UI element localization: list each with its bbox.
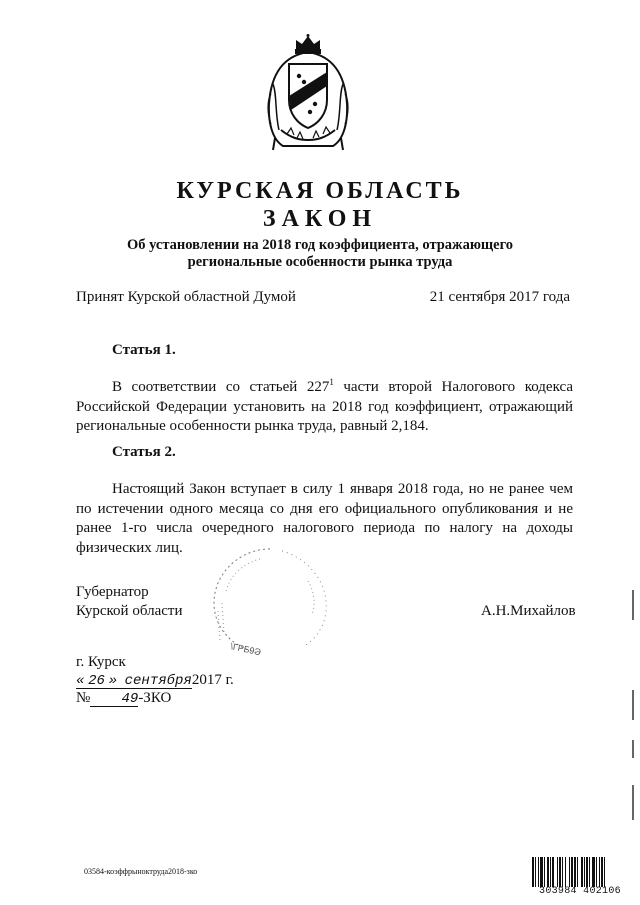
barcode-bar [569, 857, 570, 887]
barcode-number: 303984 402106 [539, 886, 621, 897]
signing-date [76, 672, 234, 689]
article-1-heading: Статья 1. [112, 342, 176, 358]
law-subject [90, 237, 550, 271]
barcode-bar [577, 857, 578, 887]
date-open-quote: « [76, 673, 85, 689]
barcode-bar [532, 857, 534, 887]
barcode-bar [584, 857, 585, 887]
signing-year: 2017 г. [191, 672, 234, 688]
barcode-bar [540, 857, 543, 887]
law-number-value: 49 [121, 691, 139, 707]
signing-month: сентября [124, 673, 192, 689]
scan-edge-marks [629, 580, 637, 830]
governor-region: Курской области [76, 603, 183, 619]
adoption-date: 21 сентября 2017 года [429, 289, 570, 305]
file-code: 03584-коэффрынoктруда2018-зко [84, 867, 198, 876]
article-2-heading: Статья 2. [112, 444, 176, 460]
region-title: КУРСКАЯ ОБЛАСТЬ [176, 178, 464, 204]
barcode-bar [586, 857, 588, 887]
barcode-bar [547, 857, 549, 887]
barcode-icon [532, 857, 628, 887]
barcode-bar [552, 857, 554, 887]
city: г. Курск [76, 654, 126, 670]
article-2-text: Настоящий Закон вступает в силу 1 января 2018 года, но не ранее чем по истечении одного месяца со дня его официального опубликования и не ранее 1-го числа очередного налогового периода по налогу на доходы физических лиц. [76, 481, 573, 556]
barcode-bar [538, 857, 539, 887]
document-type-title: ЗАКОН [262, 206, 378, 232]
barcode-bar [559, 857, 561, 887]
barcode-bar [596, 857, 597, 887]
barcode-bar [574, 857, 576, 887]
barcode-bar [589, 857, 590, 887]
barcode-bar [544, 857, 545, 887]
barcode-bar [604, 857, 605, 887]
kursk-coat-of-arms-icon [263, 34, 353, 152]
barcode-bar [535, 857, 536, 887]
number-sign: № [76, 690, 91, 706]
barcode-bar [557, 857, 558, 887]
barcode-bar [592, 857, 595, 887]
signer-name: А.Н.Михайлов [481, 603, 576, 619]
governor-title: Губернатор [76, 584, 149, 600]
barcode-bar [601, 857, 603, 887]
barcode-bar [565, 857, 566, 887]
law-subject-line-2: региональные особенности рынка труда [187, 254, 453, 270]
signing-day: 26 [88, 673, 105, 689]
article-1-superscript: 1 [329, 377, 334, 387]
official-stamp-icon [200, 541, 340, 661]
barcode-bar [581, 857, 583, 887]
article-1-text-end: части второй Налогового кодекса Российской Федерации установить на 2018 год коэффициент, отражающий региональные особенности рынка труда, равный 2,184. [76, 379, 573, 434]
barcode-bar [599, 857, 600, 887]
barcode-bar [562, 857, 563, 887]
article-1-text-start: В соответствии со статьей 227 [112, 379, 330, 395]
law-number-suffix: -ЗКО [138, 690, 172, 706]
law-number [76, 690, 171, 707]
article-1-text [76, 373, 573, 437]
law-subject-line-1: Об установлении на 2018 год коэффициента, отражающего [126, 237, 514, 253]
date-close-quote: » [108, 673, 118, 689]
barcode-bar [571, 857, 573, 887]
stamp-text: \ГРБ9Э [229, 641, 262, 658]
adopted-by: Принят Курской областной Думой [76, 289, 296, 305]
barcode-bar [550, 857, 551, 887]
